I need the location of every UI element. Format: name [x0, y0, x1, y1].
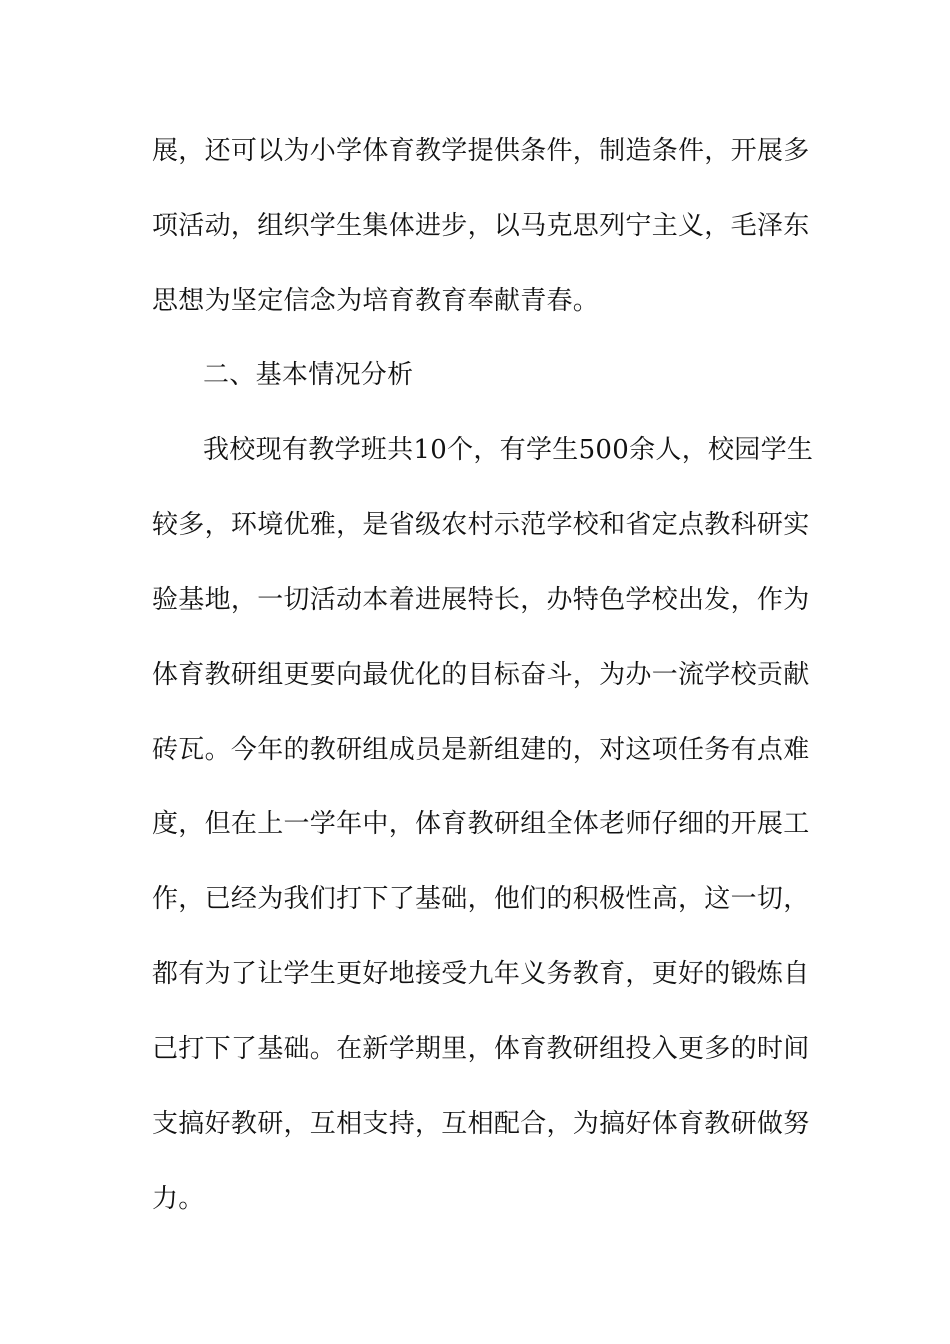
paragraph-line: 我校现有教学班共10个，有学生500余人，校园学生 — [203, 435, 814, 465]
paragraph-line: 都有为了让学生更好地接受九年义务教育，更好的锻炼自 — [152, 959, 810, 989]
paragraph-line: 作，已经为我们打下了基础，他们的积极性高，这一切， — [152, 884, 810, 914]
paragraph-line: 力。 — [152, 1184, 205, 1214]
paragraph-line: 己打下了基础。在新学期里，体育教研组投入更多的时间 — [152, 1034, 810, 1064]
paragraph-line: 体育教研组更要向最优化的目标奋斗，为办一流学校贡献 — [152, 660, 810, 690]
paragraph-line: 验基地，一切活动本着进展特长，办特色学校出发，作为 — [152, 585, 810, 615]
section-heading: 二、基本情况分析 — [203, 360, 414, 390]
paragraph-line: 砖瓦。今年的教研组成员是新组建的，对这项任务有点难 — [152, 735, 810, 765]
paragraph-line: 较多，环境优雅，是省级农村示范学校和省定点教科研实 — [152, 510, 810, 540]
paragraph-line: 支搞好教研，互相支持，互相配合，为搞好体育教研做努 — [152, 1109, 810, 1139]
paragraph-line: 度，但在上一学年中，体育教研组全体老师仔细的开展工 — [152, 809, 810, 839]
paragraph-line: 项活动，组织学生集体进步，以马克思列宁主义，毛泽东 — [152, 211, 810, 241]
paragraph-line: 展，还可以为小学体育教学提供条件，制造条件，开展多 — [152, 136, 810, 166]
paragraph-line: 思想为坚定信念为培育教育奉献青春。 — [152, 286, 600, 316]
